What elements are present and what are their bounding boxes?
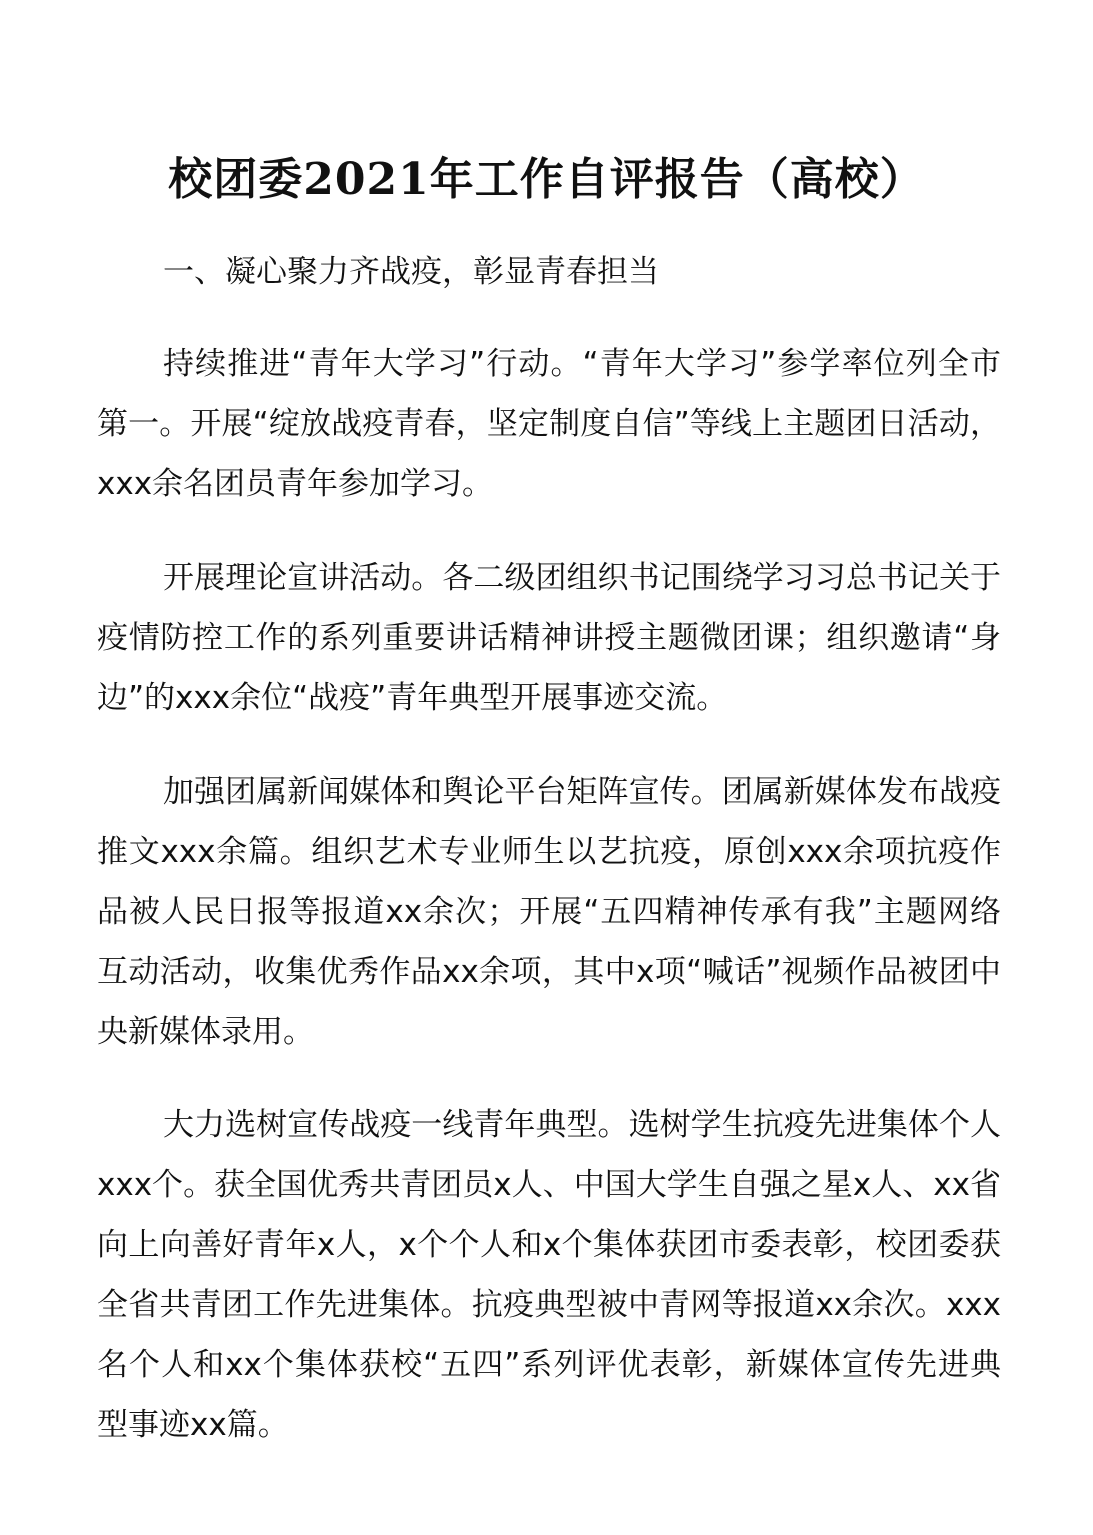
section-heading: 一、凝心聚力齐战疫，彰显青春担当 — [163, 254, 659, 290]
document-title: 校团委2021年工作自评报告（高校） — [168, 154, 925, 205]
paragraph-youth-study: 持续推进“青年大学习”行动。“青年大学习”参学率位列全市第一。开展“绽放战疫青春，坚定制度自信”等线上主题团日活动，xxx余名团员青年参加学习。 — [97, 346, 1001, 502]
paragraph-youth-models: 大力选树宣传战疫一线青年典型。选树学生抗疫先进集体个人xxx个。获全国优秀共青团员x人、中国大学生自强之星x人、xx省向上向善好青年x人，x个个人和x个集体获团市委表彰，校团委获全省共青团工作先进集体。抗疫典型被中青网等报道xx余次。xxx名个人和xx个集体获校“五四”系列评优表彰，新媒体宣传先进典型事迹xx篇。 — [97, 1107, 1001, 1443]
paragraph-theory-lectures: 开展理论宣讲活动。各二级团组织书记围绕学习习总书记关于疫情防控工作的系列重要讲话精神讲授主题微团课；组织邀请“身边”的xxx余位“战疫”青年典型开展事迹交流。 — [97, 560, 1001, 716]
paragraph-media-promotion: 加强团属新闻媒体和舆论平台矩阵宣传。团属新媒体发布战疫推文xxx余篇。组织艺术专业师生以艺抗疫，原创xxx余项抗疫作品被人民日报等报道xx余次；开展“五四精神传承有我”主题网络互动活动，收集优秀作品xx余项，其中x项“喊话”视频作品被团中央新媒体录用。 — [97, 774, 1001, 1050]
